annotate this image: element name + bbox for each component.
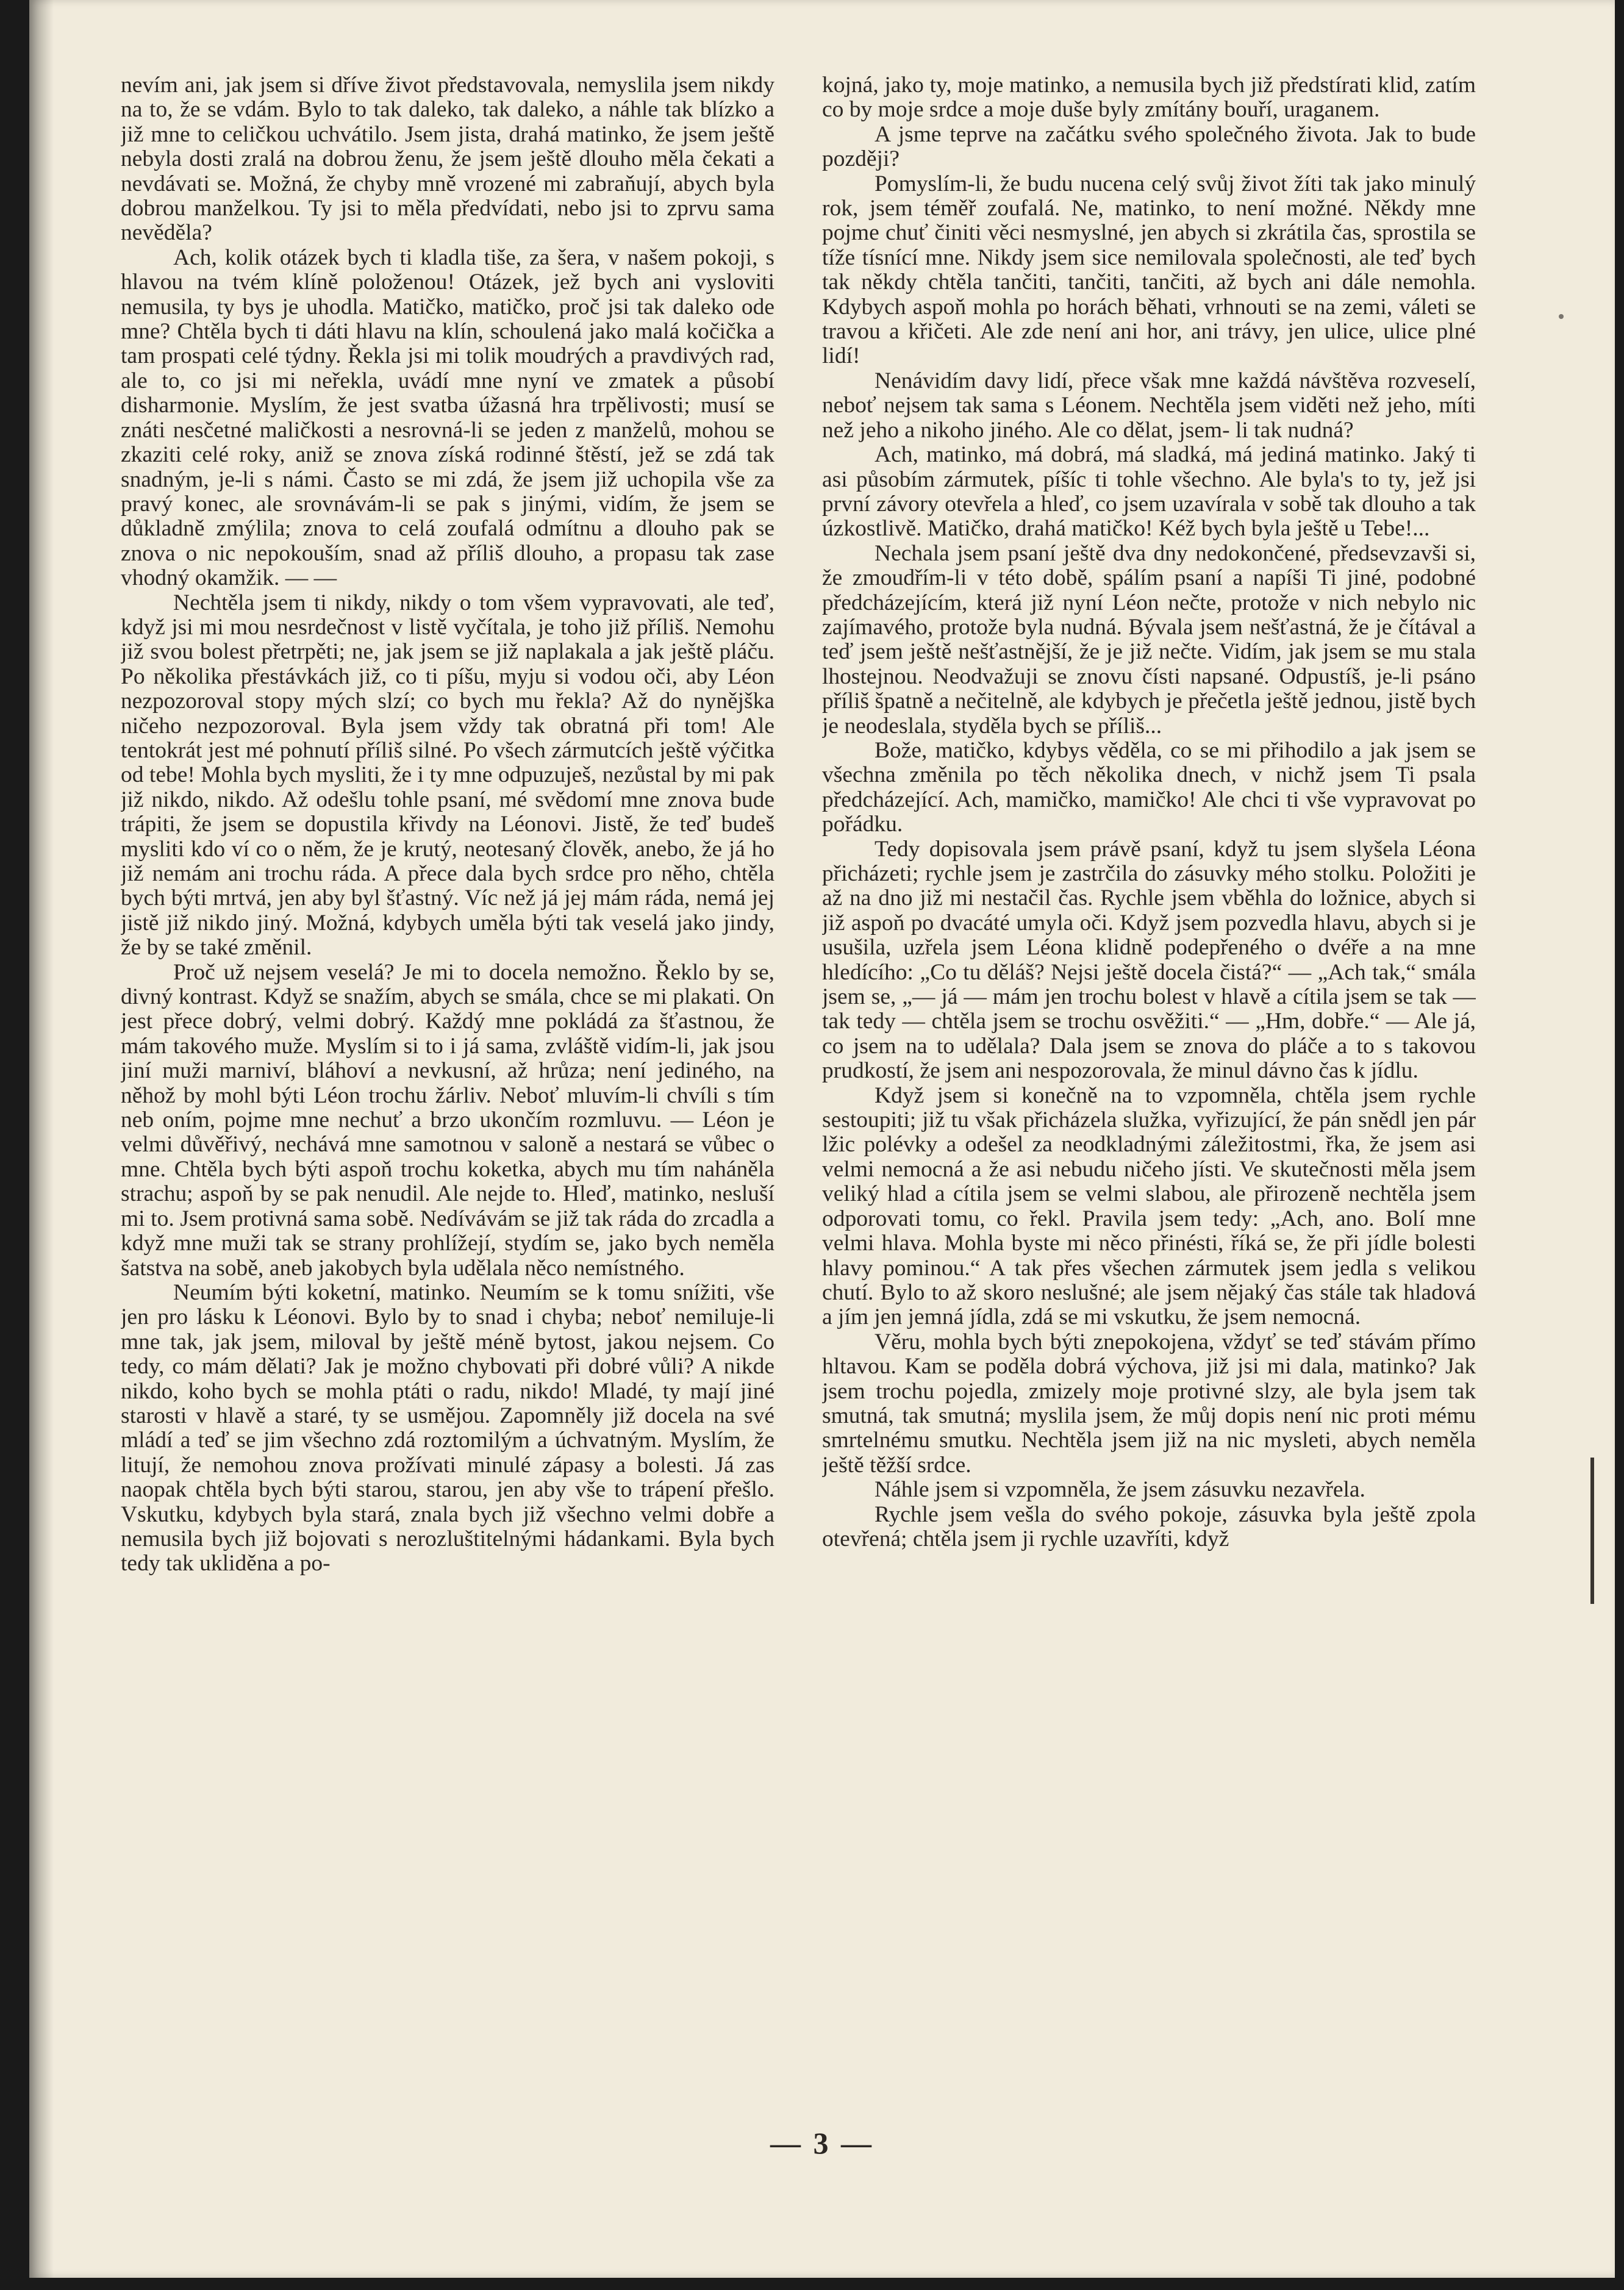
paragraph: Rychle jsem vešla do svého pokoje, zásuvka byla ještě zpola otevřená; chtěla jsem ji rychle uzavříti, když	[822, 1501, 1476, 1551]
paragraph: Nechala jsem psaní ještě dva dny nedokončené, předsevzavši si, že zmoudřím-li v této době, spálím psaní a napíši Ti jiné, podobné předcházejícím, která již nyní Léon nečte, protože v nich nebylo nic zajímavého, protože byla nudná. Bývala jsem nešťastná, že je čítával a teď jsem ještě nešťastnější, že je již nečte. Vidím, jak jsem se mu stala lhostejnou. Neodvažuji se znovu čísti napsané. Odpustíš, je-li psáno příliš špatně a nečitelně, ale kdybych je přečetla ještě jednou, jistě bych je neodeslala, styděla bych se příliš...	[822, 540, 1476, 739]
paragraph: Nechtěla jsem ti nikdy, nikdy o tom všem vypravovati, ale teď, když jsi mi mou nesrdečnost v listě vyčítala, je toho již příliš. Nemohu již svou bolest přetrpěti; ne, jak jsem se již naplakala a jak ještě pláču. Po několika přestávkách již, co ti píšu, myju si vodou oči, aby Léon nezpozoroval stopy mých slzí; co bych mu řekla? Až do nynějška ničeho nezpozoroval. Byla jsem vždy tak obratná při tom! Ale tentokrát jest mé pohnutí příliš silné. Po všech zármutcích ještě výčitka od tebe! Mohla bych mysliti, že i ty mne odpuzuješ, nezůstal by mi pak již nikdo, nikdo. Až odešlu tohle psaní, mé svědomí mne znova bude trápiti, že jsem se dopustila křivdy na Léonovi. Jistě, že teď budeš mysliti kdo ví co o něm, že je krutý, neotesaný člověk, anebo, že já ho již nemám ani trochu ráda. A přece dala bych srdce pro něho, chtěla bych býti mrtvá, jen aby byl šťastný. Víc než já jej mám ráda, nemá jej jistě již nikdo jiný. Možná, kdybych uměla býti tak veselá jako jindy, že by se také změnil.	[121, 590, 774, 961]
margin-line-mark	[1590, 1458, 1594, 1604]
paragraph: Náhle jsem si vzpomněla, že jsem zásuvku nezavřela.	[875, 1477, 1365, 1503]
paragraph: Ach, matinko, má dobrá, má sladká, má jediná matinko. Jaký ti asi působím zármutek, píšíc ti tohle všechno. Ale byla's to ty, jež jsi první závory otevřela a hleď, co jsem uzavírala v sobě tak dlouho a tak úzkostlivě. Matičko, drahá matičko! Kéž bych byla ještě u Tebe!...	[822, 442, 1476, 542]
page-number: — 3 —	[770, 2126, 874, 2160]
binding-shadow	[29, 0, 54, 2278]
right-column	[822, 73, 1476, 2013]
paragraph: Ach, kolik otázek bych ti kladla tiše, za šera, v našem pokoji, s hlavou na tvém klíně položenou! Otázek, jež bych ani vysloviti nemusila, ty bys je uhodla. Matičko, matičko, proč jsi tak daleko ode mne? Chtěla bych ti dáti hlavu na klín, schoulená jako malá kočička a tam prospati celé týdny. Řekla jsi mi tolik moudrých a pravdivých rad, ale to, co jsi mi neřekla, uvádí mne nyní ve zmatek a působí disharmonie. Myslím, že jest svatba úžasná hra trpělivosti; musí se znáti nesčetné maličkosti a nesrovná-li se jeden z manželů, mohou se zkaziti celé roky, aniž se znova získá rodinné štěstí, jež se zdá tak snadným, je-li s námi. Často se mi zdá, že jsem již uchopila vše za pravý konec, ale srovnávám-li se pak s jinými, vidím, že jsem se důkladně zmýlila; znova to celá zoufalá odmítnu a dlouho pak se znova o nic nepokouším, snad až příliš dlouho, a propasu tak zase vhodný okamžik. — —	[121, 245, 774, 591]
paragraph: Když jsem si konečně na to vzpomněla, chtěla jsem rychle sestoupiti; již tu však přicházela služka, vyřizující, že pán snědl jen pár lžic polévky a odešel za neodkladnými záležitostmi, řka, že jsem asi velmi nemocná a že asi nebudu ničeho jísti. Ve skutečnosti měla jsem veliký hlad a cítila jsem se velmi slabou, ale přirozeně nechtěla jsem odporovati tomu, co řekl. Pravila jsem tedy: „Ach, ano. Bolí mne velmi hlava. Mohla byste mi něco přinésti, říká se, že při jídle bolesti hlavy pominou.“ A tak přes všechen zármutek jsem jedla s velikou chutí. Bylo to až skoro neslušné; ale jsem nějaký čas stále tak hladová a jím jen jemná jídla, zdá se mi vskutku, že jsem nemocná.	[822, 1082, 1476, 1330]
paragraph: Proč už nejsem veselá? Je mi to docela nemožno. Řeklo by se, divný kontrast. Když se snažím, abych se smála, chce se mi plakati. On jest přece dobrý, velmi dobrý. Každý mne pokládá za šťastnou, že mám takového muže. Myslím si to i já sama, zvláště vidím-li, jak jsou jiní muži marniví, bláhoví a nevkusní, až hrůza; není jediného, na něhož by mohl býti Léon trochu žárliv. Neboť mluvím-li chvíli s tím neb oním, pojme mne nechuť a brzo ukončím rozmluvu. — Léon je velmi důvěřivý, nechává mne samotnou v saloně a nestará se vůbec o mne. Chtěla bych býti aspoň trochu koketka, abych mu tím naháněla strachu; aspoň by se pak nenudil. Ale nejde to. Hleď, matinko, nesluší mi to. Jsem protivná sama sobě. Nedívávám se již tak ráda do zrcadla a když mne muži tak se strany prohlížejí, stydím se, jako bych neměla šatstva na sobě, aneb jakobych byla udělala něco nemístného.	[121, 959, 774, 1281]
print-speck	[1559, 314, 1564, 319]
paragraph: Věru, mohla bych býti znepokojena, vždyť se teď stávám přímo hltavou. Kam se poděla dobrá výchova, již jsi mi dala, matinko? Jak jsem trochu pojedla, zmizely moje protivné slzy, ale byla jsem tak smutná, tak smutná; myslila jsem, že můj dopis není nic proti mému smrtelnému smutku. Nechtěla jsem již na nic mysleti, abych neměla ještě těžší srdce.	[822, 1329, 1476, 1478]
paragraph: Neumím býti koketní, matinko. Neumím se k tomu snížiti, vše jen pro lásku k Léonovi. Bylo by to snad i chyba; neboť nemiluje-li mne tak, jak jsem, miloval by ještě méně bytost, jakou nejsem. Co tedy, co mám dělati? Jak je možno chybovati při dobré vůli? A nikde nikdo, koho bych se mohla ptáti o radu, nikdo! Mladé, ty mají jiné starosti v hlavě a staré, ty se usmějou. Zapomněly již docela na své mládí a teď se jim všechno zdá roztomilým a úchvatným. Myslím, že litují, že nemohou znova prožívati minulé zápasy a bolesti. Já zas naopak chtěla bych býti starou, starou, jen aby vše to trápení přešlo. Vskutku, kdybych byla stará, znala bych již všechno velmi dobře a nemusila bych již bojovati s nerozluštitelnými hádankami. Byla bych tedy tak ukliděna a po-	[121, 1279, 774, 1576]
left-column	[121, 73, 774, 2013]
paragraph: Bože, matičko, kdybys věděla, co se mi přihodilo a jak jsem se všechna změnila po těch několika dnech, v nichž jsem Ti psala předcházející. Ach, mamičko, mamičko! Ale chci ti vše vypravovat po pořádku.	[822, 737, 1476, 837]
paragraph: nevím ani, jak jsem si dříve život představovala, nemyslila jsem nikdy na to, že se vdám. Bylo to tak daleko, tak daleko, a náhle tak blízko a již mne to celičkou uchvátilo. Jsem jista, drahá matinko, že jsem ještě nebyla dosti zralá na dobrou ženu, že jsem ještě dlouho měla čekati a nevdávati se. Možná, že chyby mně vrozené mi zabraňují, abych byla dobrou manželkou. Ty jsi to měla předvídati, nebo jsi to zprvu sama nevěděla?	[121, 73, 774, 246]
paragraph: kojná, jako ty, moje matinko, a nemusila bych již předstírati klid, zatím co by moje srdce a moje duše byly zmítány bouří, uraganem.	[822, 73, 1476, 123]
paragraph: Nenávidím davy lidí, přece však mne každá návštěva rozveselí, neboť nejsem tak sama s Léonem. Nechtěla jsem viděti než jeho, míti než jeho a nikoho jiného. Ale co dělat, jsem- li tak nudná?	[822, 368, 1476, 443]
book-page	[29, 0, 1615, 2278]
paragraph: Tedy dopisovala jsem právě psaní, když tu jsem slyšela Léona přicházeti; rychle jsem je zastrčila do zásuvky mého stolku. Položiti je až na dno již mi nestačil čas. Rychle jsem vběhla do ložnice, abych si již aspoň po dvacáté umyla oči. Když jsem pozvedla hlavu, abych si je usušila, uzřela jsem Léona klidně podepřeného o dvéře a na mne hledícího: „Co tu děláš? Nejsi ještě docela čistá?“ — „Ach tak,“ smála jsem se, „— já — mám jen trochu bolest v hlavě a cítila jsem se tak — tak tedy — chtěla jsem se trochu osvěžiti.“ — „Hm, dobře.“ — Ale já, co jsem na to udělala? Dala jsem se znova do pláče a to s takovou prudkostí, že jsem ani nespozorovala, že minul dávno čas k jídlu.	[822, 836, 1476, 1084]
paragraph: Pomyslím-li, že budu nucena celý svůj život žíti tak jako minulý rok, jsem téměř zoufalá. Ne, matinko, to není možné. Někdy mne pojme chuť činiti věci nesmyslné, jen abych si zkrátila čas, sprostila se tíže tísnící mne. Nikdy jsem sice nemilovala společnosti, ale teď bych tak někdy chtěla tančiti, tančiti, tančiti, až bych ani dále nemohla. Kdybych aspoň mohla po horách běhati, vrhnouti se na zemi, váleti se travou a křičeti. Ale zde není ani hor, ani trávy, jen ulice, ulice plné lidí!	[822, 171, 1476, 369]
paragraph: A jsme teprve na začátku svého společného života. Jak to bude později?	[822, 121, 1476, 172]
